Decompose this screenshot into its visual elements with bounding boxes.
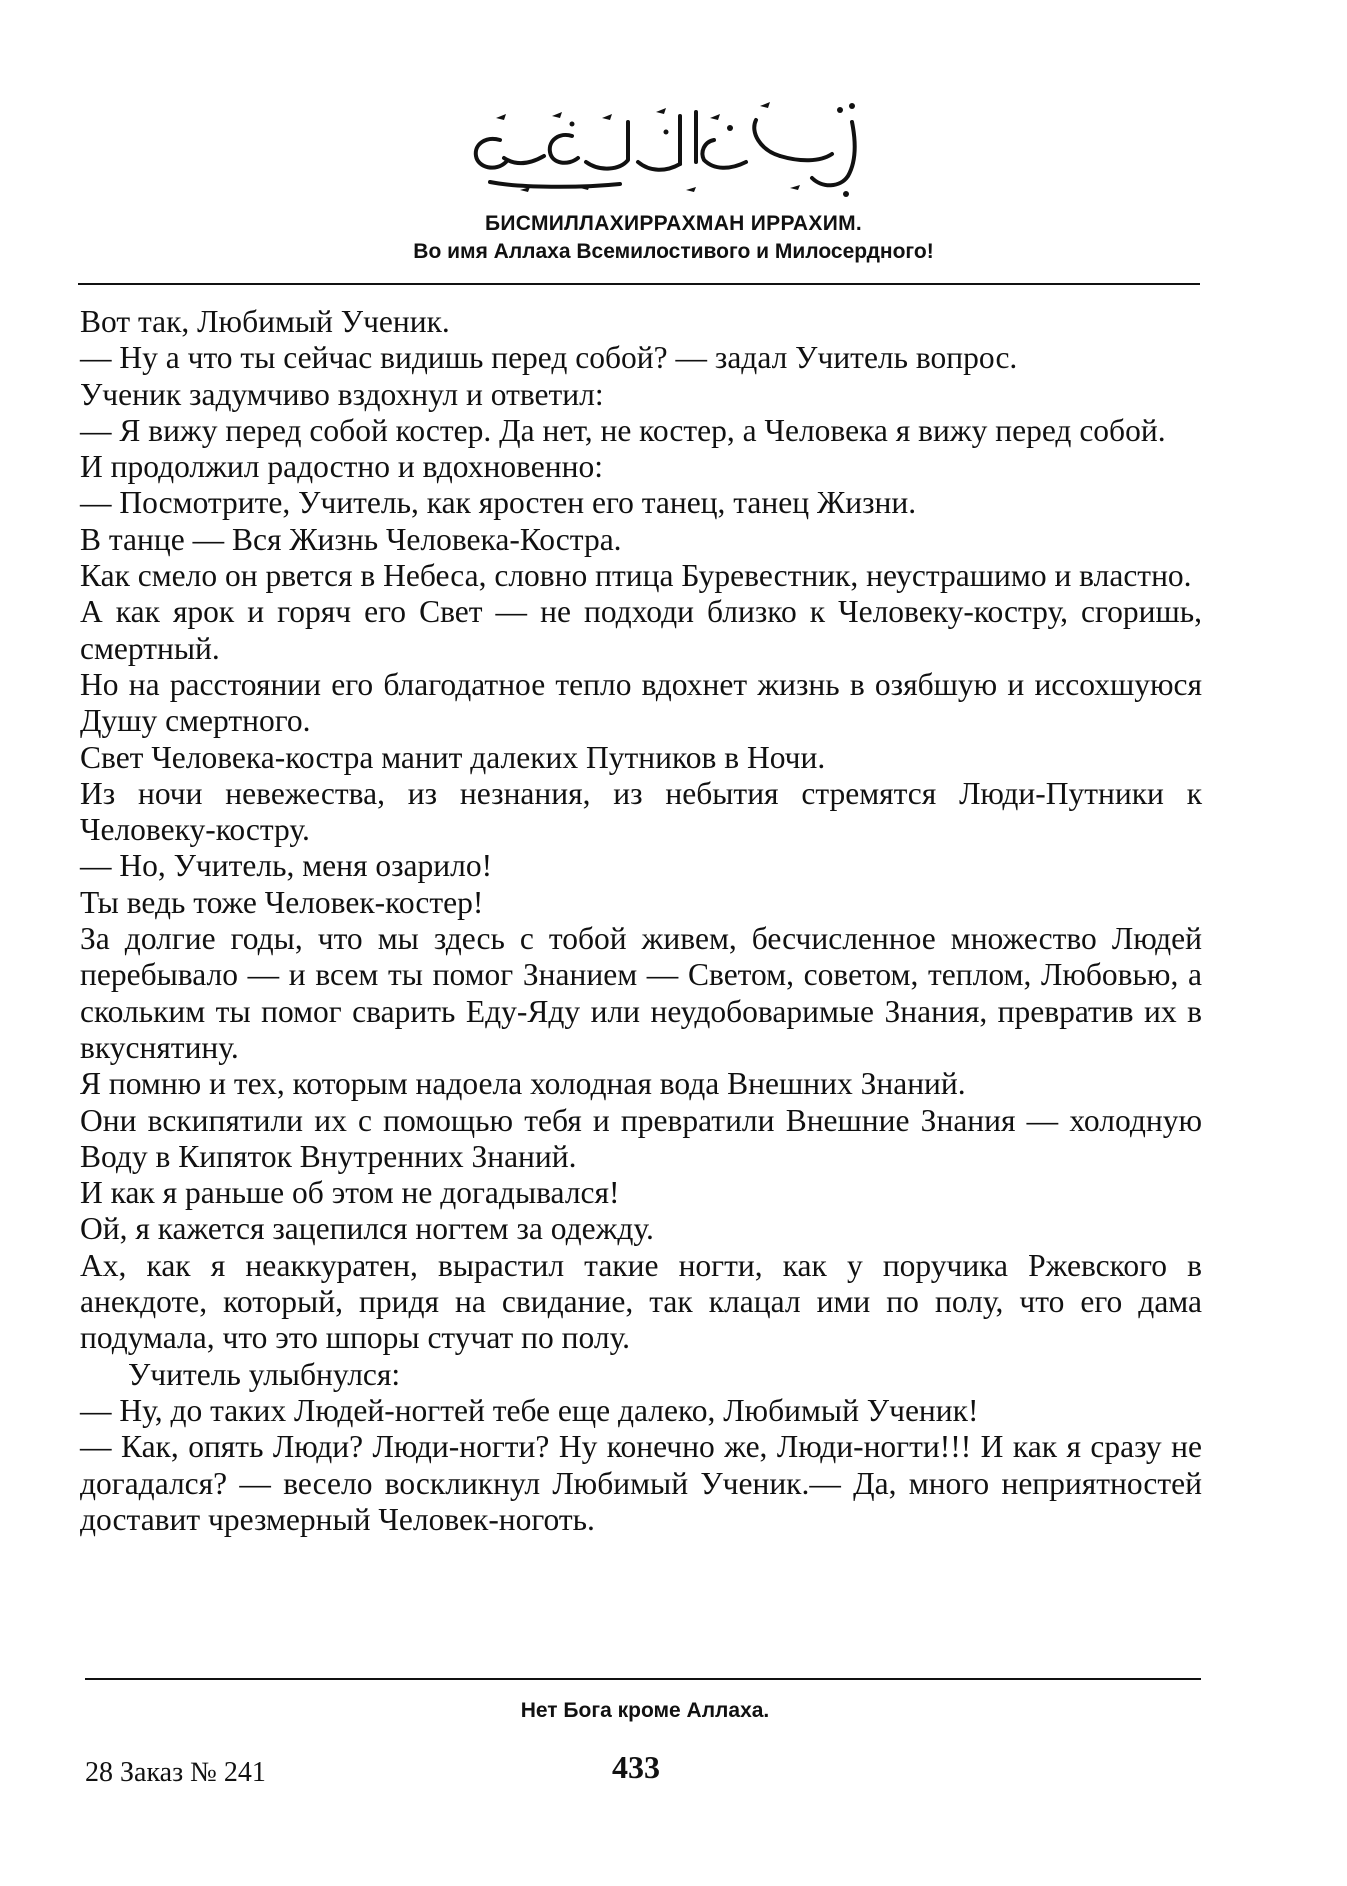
- paragraph: Из ночи невежества, из незнания, из небытия стремятся Люди-Путники к Человеку-костру.: [80, 775, 1202, 848]
- paragraph: Учитель улыбнулся:: [128, 1356, 401, 1392]
- paragraph: Свет Человека-костра манит далеких Путников в Ночи.: [80, 739, 826, 775]
- paragraph: — Посмотрите, Учитель, как яростен его танец, танец Жизни.: [80, 485, 917, 521]
- order-number: 28 Заказ № 241: [85, 1757, 266, 1788]
- paragraph: Ученик задумчиво вздохнул и ответил:: [80, 376, 604, 412]
- paragraph: Ты ведь тоже Человек-костер!: [80, 884, 484, 920]
- bottom-divider: [85, 1678, 1201, 1680]
- paragraph: Как смело он рвется в Небеса, словно птица Буревестник, неустрашимо и властно.: [80, 558, 1192, 594]
- paragraph: — Ну, до таких Людей-ногтей тебе еще далеко, Любимый Ученик!: [80, 1392, 979, 1428]
- paragraph: За долгие годы, что мы здесь с тобой живем, бесчисленное множество Людей перебывало — и всем ты помог Знанием — Светом, советом, теплом, Любовью, а скольким ты помог сварить Еду-Яду или неудобоваримые Знания, превратив их в вкуснятину.: [80, 921, 1202, 1065]
- paragraph: Но на расстоянии его благодатное тепло вдохнет жизнь в озябшую и иссохшуюся Душу смертного.: [80, 666, 1202, 739]
- paragraph: Ах, как я неаккуратен, вырастил такие ногти, как у поручика Ржевского в анекдоте, который, придя на свидание, так клацал ими по полу, что его дама подумала, что это шпоры стучат по полу.: [80, 1247, 1202, 1356]
- page-number: 433: [612, 1749, 660, 1785]
- page-header-title: БИСМИЛЛАХИРРАХМАН ИРРАХИМ.: [484, 212, 863, 235]
- top-divider: [78, 283, 1200, 285]
- paragraph: И как я раньше об этом не догадывался!: [80, 1175, 620, 1211]
- paragraph: — Но, Учитель, меня озарило!: [80, 848, 493, 884]
- paragraph: Я помню и тех, которым надоела холодная вода Внешних Знаний.: [80, 1066, 966, 1102]
- paragraph: Вот так, Любимый Ученик.: [80, 304, 450, 339]
- paragraph: И продолжил радостно и вдохновенно:: [80, 449, 603, 485]
- paragraph: Ой, я кажется зацепился ногтем за одежду.: [80, 1211, 654, 1247]
- paragraph: — Ну а что ты сейчас видишь перед собой? — задал Учитель вопрос.: [80, 340, 1018, 376]
- paragraph: В танце — Вся Жизнь Человека-Костра.: [80, 521, 622, 557]
- paragraph: — Я вижу перед собой костер. Да нет, не костер, а Человека я вижу перед собой.: [80, 412, 1166, 448]
- page-header-subtitle: Во имя Аллаха Всемилостивого и Милосердного!: [413, 240, 934, 263]
- bismillah-calligraphy: [460, 92, 880, 202]
- paragraph: Они вскипятили их с помощью тебя и превратили Внешние Знания — холодную Воду в Кипяток Внутренних Знаний.: [80, 1102, 1202, 1174]
- paragraph: А как ярок и горяч его Свет — не подходи близко к Человеку-костру, сгоришь, смертный.: [80, 594, 1202, 666]
- footer-motto: Нет Бога кроме Аллаха.: [520, 1699, 770, 1722]
- paragraph: — Как, опять Люди? Люди-ногти? Ну конечно же, Люди-ногти!!! И как я сразу не догадался? — весело воскликнул Любимый Ученик.— Да, много неприятностей доставит чрезмерный Человек-ноготь.: [80, 1429, 1202, 1537]
- body-text: [80, 304, 1202, 1538]
